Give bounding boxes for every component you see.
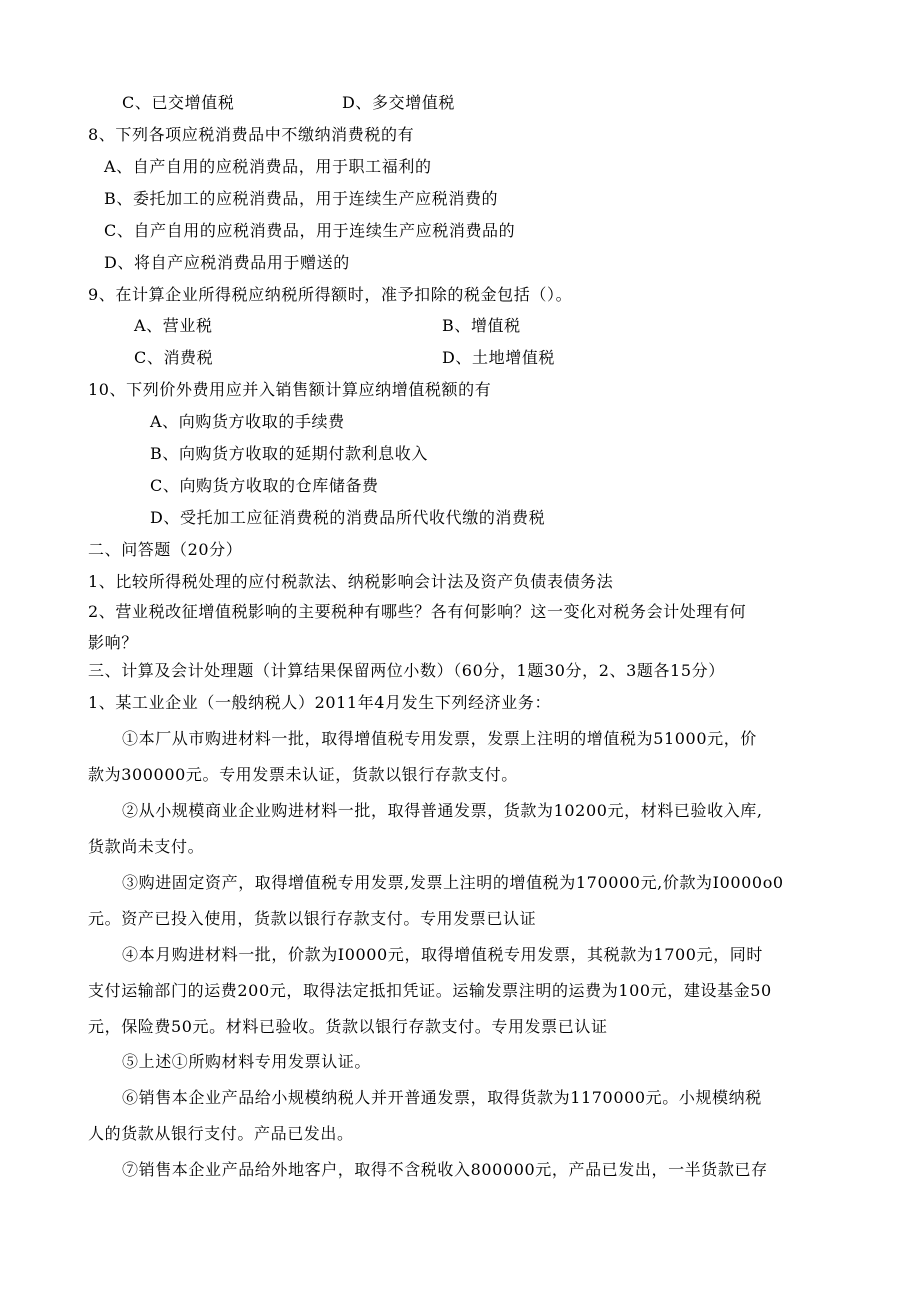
q9-stem: 9、在计算企业所得税应纳税所得额时，准予扣除的税金包括（）。 — [88, 285, 573, 304]
q8-option-b: B、委托加工的应税消费品，用于连续生产应税消费的 — [104, 189, 499, 208]
transaction-2-line1: ②从小规模商业企业购进材料一批，取得普通发票，货款为10200元，材料已验收入库, — [122, 801, 763, 820]
transaction-3-line2: 元。资产已投入使用，货款以银行存款支付。专用发票已认证 — [88, 909, 537, 928]
transaction-4-line3: 元，保险费50元。材料已验收。货款以银行存款支付。专用发票已认证 — [88, 1017, 608, 1036]
transaction-4-line1: ④本月购进材料一批，价款为I0000元，取得增值税专用发票，其税款为1700元，同时 — [122, 945, 763, 964]
transaction-1-line2: 款为300000元。专用发票未认证，货款以银行存款支付。 — [88, 765, 518, 784]
q7-option-d: D、多交增值税 — [342, 93, 456, 112]
q10-option-a: A、向购货方收取的手续费 — [150, 412, 345, 431]
transaction-4-line2: 支付运输部门的运费200元，取得法定抵扣凭证。运输发票注明的运费为100元，建设基金50 — [88, 981, 772, 1000]
transaction-6-line1: ⑥销售本企业产品给小规模纳税人并开普通发票，取得货款为1170000元。小规模纳税 — [122, 1088, 762, 1107]
q10-stem: 10、下列价外费用应并入销售额计算应纳增值税额的有 — [88, 380, 492, 399]
q10-option-c: C、向购货方收取的仓库储备费 — [150, 476, 379, 495]
q9-option-c: C、消费税 — [134, 348, 214, 367]
section2-item-1: 1、比较所得税处理的应付税款法、纳税影响会计法及资产负债表债务法 — [88, 572, 614, 591]
q8-option-c: C、自产自用的应税消费品，用于连续生产应税消费品的 — [104, 221, 516, 240]
q9-option-a: A、营业税 — [134, 316, 213, 335]
section2-item-2-line2: 影响？ — [88, 633, 138, 652]
section2-item-2-line1: 2、营业税改征增值税影响的主要税种有哪些？各有何影响？这一变化对税务会计处理有何 — [88, 602, 747, 621]
q8-option-a: A、自产自用的应税消费品，用于职工福利的 — [104, 157, 432, 176]
section2-heading: 二、问答题（20分） — [88, 540, 243, 559]
transaction-3-line1: ③购进固定资产，取得增值税专用发票,发票上注明的增值税为170000元,价款为I0000o0 — [122, 873, 784, 892]
q10-option-d: D、受托加工应征消费税的消费品所代收代缴的消费税 — [150, 508, 546, 527]
transaction-1-line1: ①本厂从市购进材料一批，取得增值税专用发票，发票上注明的增值税为51000元，价 — [122, 729, 757, 748]
q9-option-d: D、土地增值税 — [442, 348, 556, 367]
transaction-7-line1: ⑦销售本企业产品给外地客户，取得不含税收入800000元，产品已发出，一半货款已存 — [122, 1160, 768, 1179]
q8-stem: 8、下列各项应税消费品中不缴纳消费税的有 — [88, 125, 415, 144]
transaction-2-line2: 货款尚未支付。 — [88, 837, 205, 856]
q10-option-b: B、向购货方收取的延期付款利息收入 — [150, 444, 428, 463]
q9-option-b: B、增值税 — [442, 316, 521, 335]
q7-option-c: C、已交增值税 — [122, 93, 235, 112]
section3-heading: 三、计算及会计处理题（计算结果保留两位小数）（60分，1题30分，2、3题各15分） — [88, 661, 725, 680]
transaction-6-line2: 人的货款从银行支付。产品已发出。 — [88, 1124, 354, 1143]
section3-intro: 1、某工业企业（一般纳税人）2011年4月发生下列经济业务： — [88, 693, 552, 712]
transaction-5: ⑤上述①所购材料专用发票认证。 — [122, 1052, 372, 1071]
q8-option-d: D、将自产应税消费品用于赠送的 — [104, 253, 350, 272]
